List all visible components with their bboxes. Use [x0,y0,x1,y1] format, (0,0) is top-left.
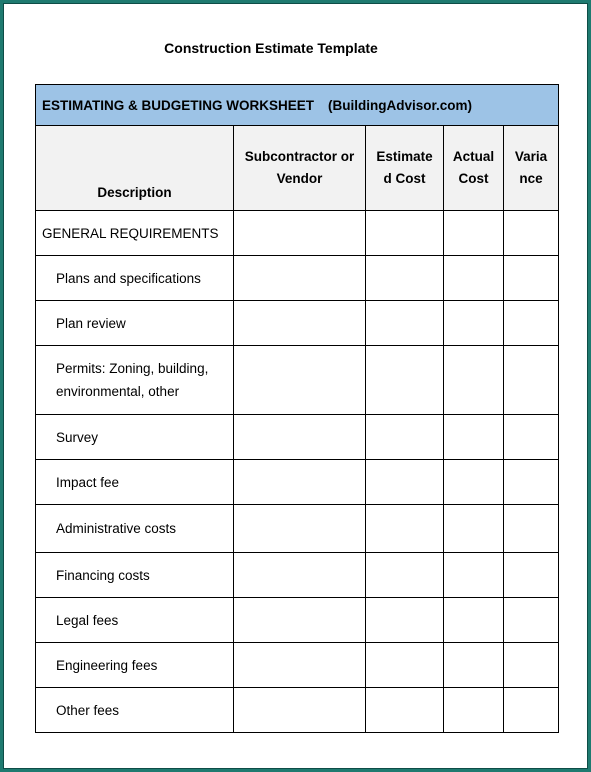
table-row [36,505,559,553]
cell-estimated[interactable] [366,598,444,643]
header-subcontractor [234,126,366,211]
cell-subcontractor[interactable] [234,211,366,256]
cell-actual[interactable] [444,553,504,598]
cell-variance[interactable] [504,598,559,643]
row-label: Plans and specifications [36,256,234,301]
row-label-line2: environmental, other [56,384,180,399]
cell-actual[interactable] [444,301,504,346]
header-variance-line2: nce [519,171,543,186]
cell-actual[interactable] [444,415,504,460]
row-label: Survey [36,415,234,460]
row-label: Plan review [36,301,234,346]
cell-estimated[interactable] [366,553,444,598]
document-page [3,3,588,769]
cell-variance[interactable] [504,505,559,553]
cell-variance[interactable] [504,301,559,346]
cell-estimated[interactable] [366,346,444,415]
row-label: Engineering fees [36,643,234,688]
table-row [36,211,559,256]
cell-variance[interactable] [504,256,559,301]
header-variance-line1: Varia [514,149,548,164]
header-actual-cost [444,126,504,211]
cell-actual[interactable] [444,598,504,643]
table-row [36,301,559,346]
banner-title: ESTIMATING & BUDGETING WORKSHEET [42,97,314,113]
cell-subcontractor[interactable] [234,346,366,415]
header-subcontractor-line1: Subcontractor or [244,149,355,164]
header-description-label: Description [97,185,172,200]
cell-subcontractor[interactable] [234,688,366,733]
header-estimated-cost [366,126,444,211]
row-label [36,346,234,415]
cell-estimated[interactable] [366,301,444,346]
table-row [36,346,559,415]
cell-estimated[interactable] [366,211,444,256]
row-label: Other fees [36,688,234,733]
cell-actual[interactable] [444,256,504,301]
table-row [36,598,559,643]
table-row [36,688,559,733]
cell-estimated[interactable] [366,688,444,733]
header-subcontractor-line2: Vendor [276,171,323,186]
row-label: Legal fees [36,598,234,643]
cell-actual[interactable] [444,211,504,256]
cell-variance[interactable] [504,460,559,505]
table-row [36,643,559,688]
table-row [36,256,559,301]
cell-estimated[interactable] [366,643,444,688]
cell-subcontractor[interactable] [234,256,366,301]
cell-actual[interactable] [444,346,504,415]
cell-subcontractor[interactable] [234,460,366,505]
cell-subcontractor[interactable] [234,598,366,643]
cell-variance[interactable] [504,688,559,733]
cell-subcontractor[interactable] [234,505,366,553]
header-description [36,126,234,211]
table-row [36,460,559,505]
row-label: GENERAL REQUIREMENTS [36,211,234,256]
header-estimated-line1: Estimate [376,149,433,164]
cell-estimated[interactable] [366,505,444,553]
header-variance [504,126,559,211]
row-label: Impact fee [36,460,234,505]
cell-variance[interactable] [504,553,559,598]
cell-actual[interactable] [444,643,504,688]
cell-subcontractor[interactable] [234,553,366,598]
cell-subcontractor[interactable] [234,301,366,346]
table-row [36,553,559,598]
row-label: Administrative costs [36,505,234,553]
worksheet-banner [36,85,559,126]
cell-estimated[interactable] [366,256,444,301]
header-actual-line2: Cost [458,171,489,186]
cell-subcontractor[interactable] [234,415,366,460]
table-row [36,415,559,460]
header-actual-line1: Actual [452,149,495,164]
cell-actual[interactable] [444,505,504,553]
cell-subcontractor[interactable] [234,643,366,688]
cell-estimated[interactable] [366,460,444,505]
cell-variance[interactable] [504,211,559,256]
cell-actual[interactable] [444,688,504,733]
header-row [36,126,559,211]
document-title: Construction Estimate Template [164,40,378,56]
row-label-line1: Permits: Zoning, building, [56,361,209,376]
header-estimated-line2: d Cost [383,171,426,186]
cell-variance[interactable] [504,346,559,415]
cell-estimated[interactable] [366,415,444,460]
banner-site: (BuildingAdvisor.com) [328,97,473,113]
row-label: Financing costs [36,553,234,598]
estimate-worksheet-table [35,84,559,733]
cell-variance[interactable] [504,415,559,460]
banner-row [36,85,559,126]
cell-variance[interactable] [504,643,559,688]
cell-actual[interactable] [444,460,504,505]
